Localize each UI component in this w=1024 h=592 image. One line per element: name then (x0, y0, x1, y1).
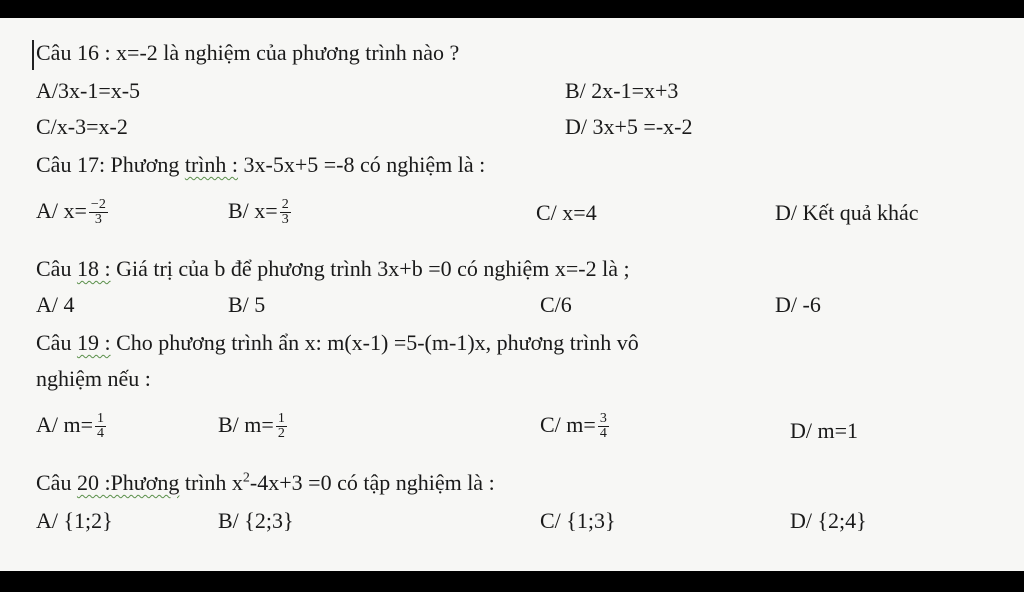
q17-a-prefix: A/ x= (36, 198, 87, 223)
q17-a-fraction (89, 198, 108, 227)
q17-option-a (36, 196, 110, 227)
question-18 (36, 254, 1004, 284)
q20-option-d: D/ {2;4} (790, 508, 867, 533)
question-19-line-2: nghiệm nếu : (36, 366, 151, 391)
q16-option-d: D/ 3x+5 =-x-2 (565, 114, 693, 139)
q18-rest: Giá trị của b để phương trình 3x+b =0 có nghiệm x=-2 là ; (110, 256, 630, 281)
q20-prefix: Câu (36, 470, 77, 495)
q17-b-denominator: 3 (281, 212, 289, 228)
q19-a-numerator: 1 (97, 411, 105, 427)
q17-prefix: Câu 17: Phương (36, 152, 185, 177)
q17-equation: 3x-5x+5 =-8 có nghiệm là : (238, 152, 486, 177)
q18-prefix: Câu (36, 256, 77, 281)
q20-option-b: B/ {2;3} (218, 508, 294, 533)
q17-option-c: C/ x=4 (536, 200, 597, 225)
q16-option-c: C/x-3=x-2 (36, 114, 128, 139)
q19-c-fraction (598, 412, 609, 441)
q17-option-b (228, 196, 293, 227)
q17-b-numerator: 2 (281, 197, 289, 213)
q19-b-fraction (276, 412, 287, 441)
q18-option-b: B/ 5 (228, 292, 266, 317)
q19-option-c (540, 410, 611, 441)
q16-option-b: B/ 2x-1=x+3 (565, 78, 679, 103)
q19-rest: Cho phương trình ẩn x: m(x-1) =5-(m-1)x, phương trình vô (110, 330, 639, 355)
question-16: Câu 16 : x=-2 là nghiệm của phương trình nào ? (36, 40, 460, 65)
q19-option-d: D/ m=1 (790, 418, 859, 443)
q19-c-prefix: C/ m= (540, 412, 596, 437)
text-cursor (32, 40, 34, 70)
q19-a-fraction (95, 412, 106, 441)
q19-c-numerator: 3 (599, 411, 607, 427)
question-19 (36, 328, 1004, 358)
q18-underlined: 18 : (76, 256, 111, 281)
q19-a-denominator: 4 (97, 426, 105, 442)
q20-rest-a: trình x (179, 470, 243, 495)
q18-option-c: C/6 (540, 292, 572, 317)
q17-b-fraction (280, 198, 291, 227)
top-black-bar (0, 0, 1024, 18)
q19-underlined: 19 : (76, 330, 111, 355)
q20-exponent: 2 (242, 470, 250, 486)
q16-option-a: A/3x-1=x-5 (36, 78, 141, 103)
q19-option-b (218, 410, 289, 441)
q17-a-denominator: 3 (94, 212, 102, 228)
q20-underlined: 20 :Phương (76, 470, 180, 495)
q20-option-c: C/ {1;3} (540, 508, 616, 533)
q19-option-a (36, 410, 108, 441)
q20-rest-b: -4x+3 =0 có tập nghiệm là : (249, 470, 495, 495)
worksheet-page (0, 18, 1024, 571)
q19-b-numerator: 1 (277, 411, 285, 427)
bottom-black-bar (0, 571, 1024, 592)
q19-c-denominator: 4 (599, 426, 607, 442)
question-20 (36, 468, 1004, 498)
q19-a-prefix: A/ m= (36, 412, 94, 437)
q17-underlined: trình : (184, 152, 239, 177)
q17-option-d: D/ Kết quả khác (775, 200, 919, 225)
q19-b-prefix: B/ m= (218, 412, 274, 437)
q18-option-a: A/ 4 (36, 292, 75, 317)
q17-a-numerator: −2 (90, 197, 106, 213)
question-17 (36, 150, 1004, 180)
q19-b-denominator: 2 (277, 426, 285, 442)
q19-prefix: Câu (36, 330, 77, 355)
q17-b-prefix: B/ x= (228, 198, 278, 223)
q20-option-a: A/ {1;2} (36, 508, 113, 533)
q18-option-d: D/ -6 (775, 292, 821, 317)
